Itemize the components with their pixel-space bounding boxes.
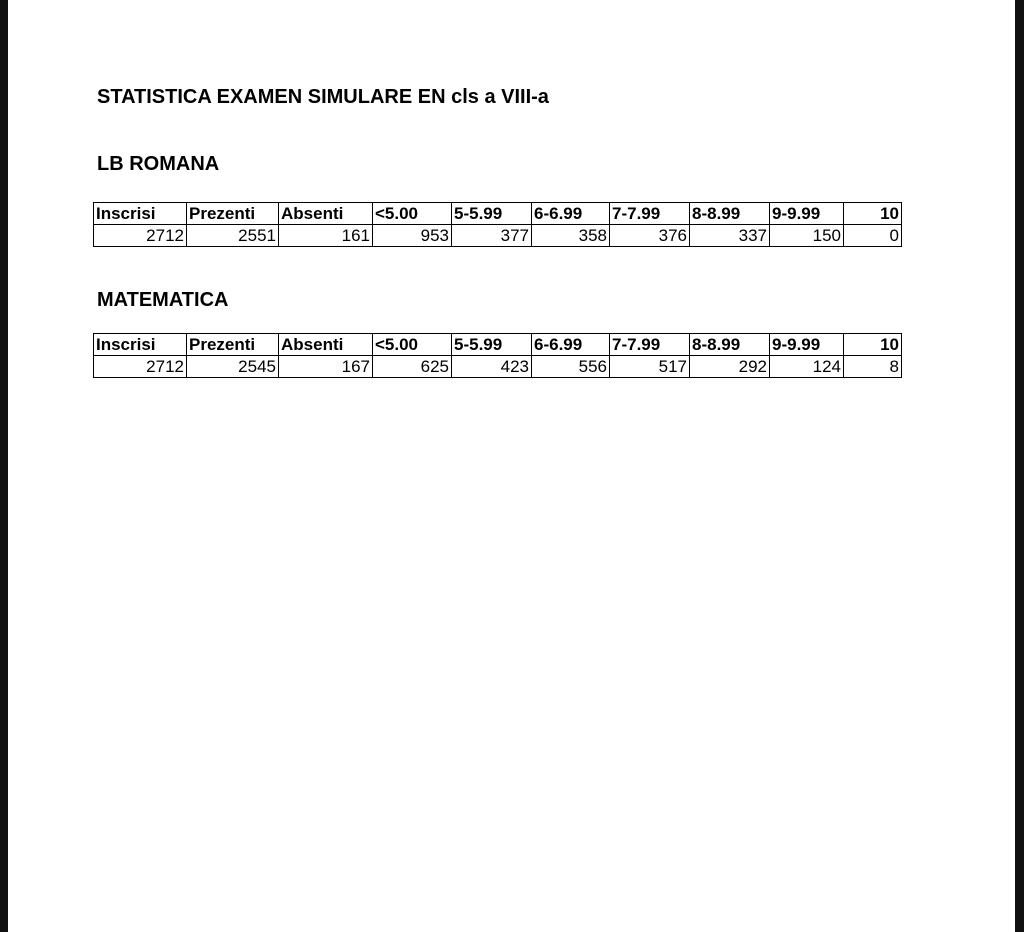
- table-header-row: [94, 203, 902, 225]
- viewer-frame-left: [0, 0, 8, 932]
- column-header: 8-8.99: [690, 334, 770, 356]
- column-header: Inscrisi: [94, 334, 187, 356]
- table-cell: 2545: [187, 356, 279, 378]
- table-cell: 2712: [94, 356, 187, 378]
- column-header: 7-7.99: [610, 334, 690, 356]
- column-header: <5.00: [373, 203, 452, 225]
- table-cell: 150: [770, 225, 844, 247]
- column-header: 6-6.99: [532, 334, 610, 356]
- table-header-row: [94, 334, 902, 356]
- table-cell: 8: [844, 356, 902, 378]
- section-title-matematica: MATEMATICA: [97, 289, 229, 311]
- column-header: 6-6.99: [532, 203, 610, 225]
- column-header: 8-8.99: [690, 203, 770, 225]
- viewer-frame-right: [1015, 0, 1024, 932]
- column-header: 5-5.99: [452, 203, 532, 225]
- column-header: Absenti: [279, 203, 373, 225]
- table-cell: 517: [610, 356, 690, 378]
- table-cell: 167: [279, 356, 373, 378]
- table-cell: 423: [452, 356, 532, 378]
- stats-table-lb-romana: [93, 202, 902, 247]
- column-header: 9-9.99: [770, 334, 844, 356]
- table-cell: 377: [452, 225, 532, 247]
- table-cell: 124: [770, 356, 844, 378]
- document-page: [8, 0, 1015, 932]
- table-cell: 376: [610, 225, 690, 247]
- table-cell: 2551: [187, 225, 279, 247]
- column-header: 7-7.99: [610, 203, 690, 225]
- column-header: 10: [844, 334, 902, 356]
- table-cell: 556: [532, 356, 610, 378]
- table-cell: 337: [690, 225, 770, 247]
- table-cell: 292: [690, 356, 770, 378]
- column-header: 9-9.99: [770, 203, 844, 225]
- column-header: <5.00: [373, 334, 452, 356]
- table-cell: 625: [373, 356, 452, 378]
- section-title-lb-romana: LB ROMANA: [97, 153, 220, 175]
- table-cell: 2712: [94, 225, 187, 247]
- column-header: 10: [844, 203, 902, 225]
- stats-table-matematica: [93, 333, 902, 378]
- table-cell: 358: [532, 225, 610, 247]
- column-header: Prezenti: [187, 334, 279, 356]
- column-header: Inscrisi: [94, 203, 187, 225]
- table-cell: 953: [373, 225, 452, 247]
- table-row: [94, 225, 902, 247]
- column-header: 5-5.99: [452, 334, 532, 356]
- column-header: Prezenti: [187, 203, 279, 225]
- table-row: [94, 356, 902, 378]
- column-header: Absenti: [279, 334, 373, 356]
- document-title: STATISTICA EXAMEN SIMULARE EN cls a VIII-a: [97, 86, 549, 108]
- table-cell: 0: [844, 225, 902, 247]
- table-cell: 161: [279, 225, 373, 247]
